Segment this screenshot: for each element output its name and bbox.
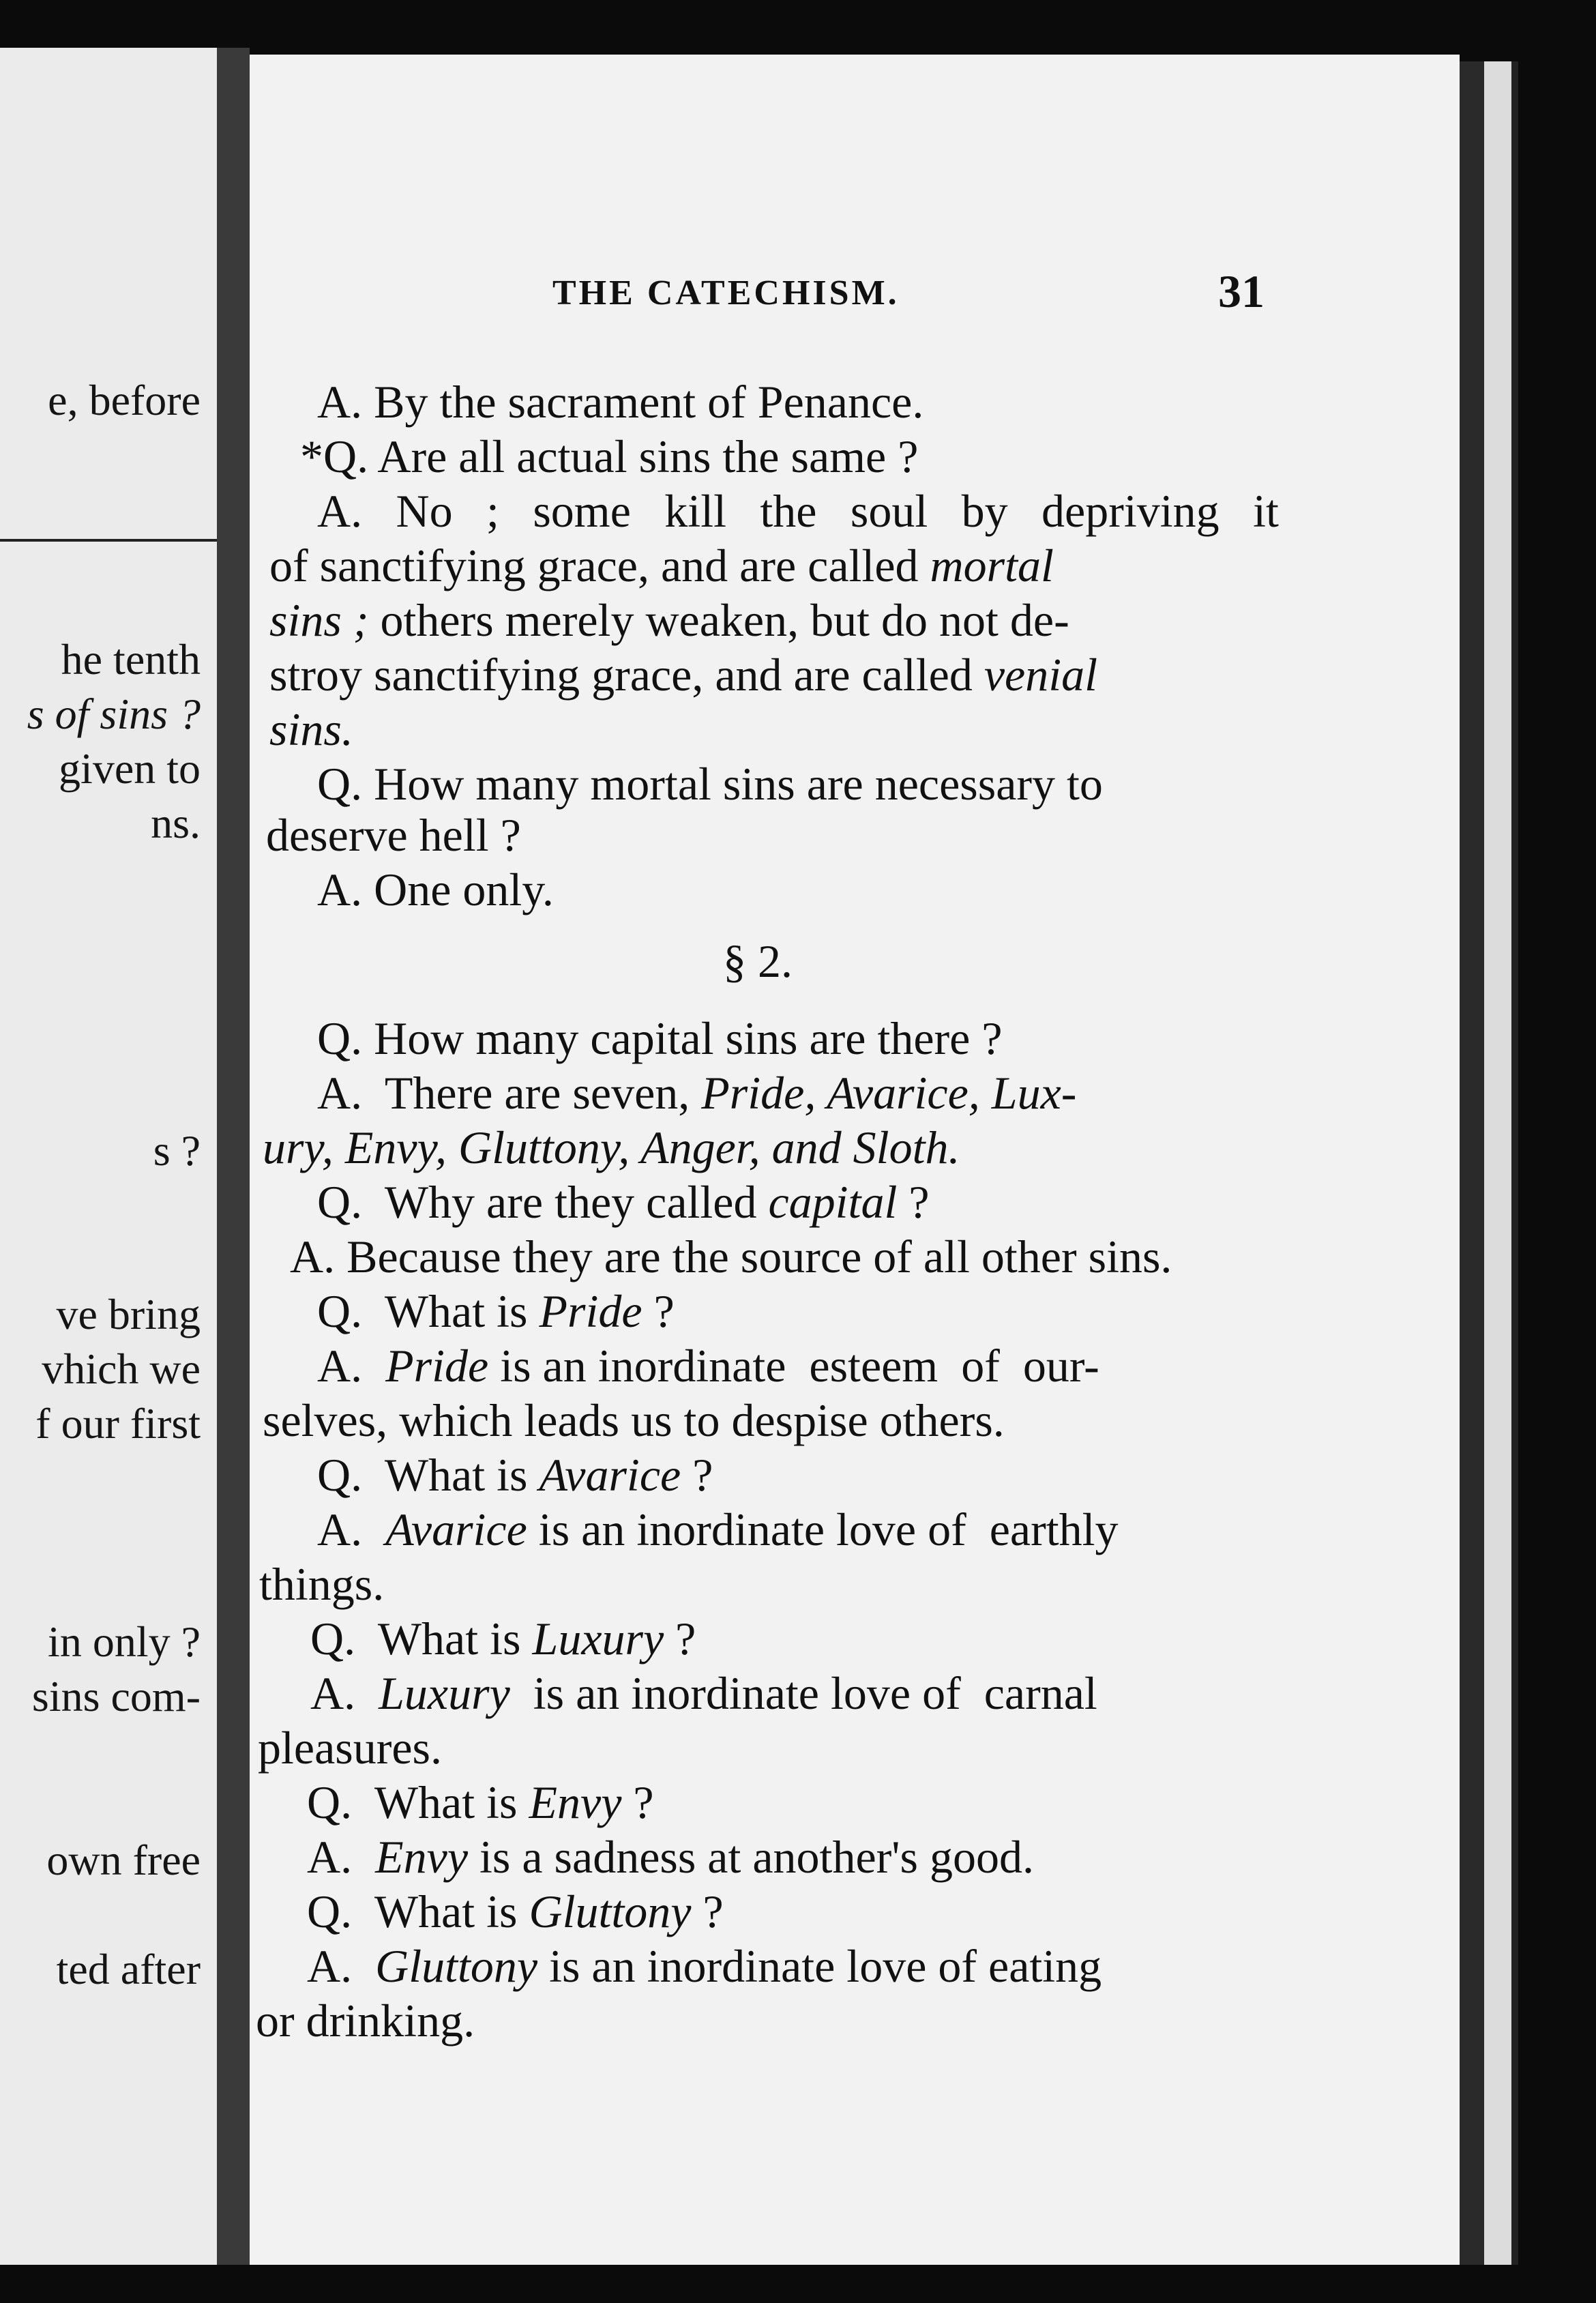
- text-line: [317, 1340, 1340, 1392]
- facing-text-fragment: s of sins ?: [27, 690, 201, 738]
- facing-text-fragment: given to: [59, 744, 201, 793]
- italic-term: capital: [768, 1176, 898, 1228]
- text-line: things.: [259, 1558, 385, 1610]
- italic-term: Pride, Avarice, Lux-: [701, 1067, 1077, 1119]
- italic-term: Envy: [375, 1831, 469, 1883]
- italic-term: mortal: [930, 540, 1054, 591]
- italic-term: Luxury: [379, 1667, 510, 1719]
- facing-text-fragment: sins com-: [31, 1672, 201, 1720]
- text-run: Q. What is: [307, 1886, 529, 1937]
- text-run: stroy sanctifying grace, and are called: [269, 649, 984, 701]
- facing-page: [0, 48, 217, 2265]
- text-run: ?: [691, 1886, 724, 1937]
- text-run: Q. What is: [317, 1449, 540, 1501]
- page-edge: [1484, 61, 1511, 2265]
- word: No: [396, 485, 453, 537]
- text-run: ?: [897, 1176, 930, 1228]
- page-edge: [1511, 61, 1518, 2265]
- text-run: A.: [317, 1340, 386, 1392]
- text-run: ?: [681, 1449, 713, 1501]
- text-line: Q. How many mortal sins are necessary to: [317, 758, 1103, 810]
- book-gutter: [217, 48, 250, 2265]
- word: some: [533, 485, 631, 537]
- text-run: A.: [307, 1940, 376, 1992]
- text-line: [269, 542, 1292, 589]
- text-line: ury, Envy, Gluttony, Anger, and Sloth.: [263, 1121, 960, 1173]
- text-run: is an inordinate esteem of our-: [488, 1340, 1099, 1392]
- facing-text-fragment: vhich we: [42, 1345, 201, 1393]
- text-run: others merely weaken, but do not de-: [368, 594, 1069, 646]
- text-line: [269, 594, 1292, 646]
- italic-term: Gluttony: [375, 1940, 538, 1992]
- word: it: [1253, 485, 1279, 537]
- text-line: [317, 485, 1279, 537]
- text-run: Q. Why are they called: [317, 1176, 769, 1228]
- italic-term: Pride: [539, 1285, 642, 1337]
- word: the: [760, 485, 817, 537]
- text-line: [317, 1285, 1340, 1337]
- text-line: [317, 1449, 1340, 1501]
- italic-term: Pride: [385, 1340, 489, 1392]
- italic-term: Envy: [529, 1776, 622, 1828]
- text-line: [269, 649, 1292, 701]
- text-line: [307, 1776, 1330, 1828]
- word: A.: [317, 485, 363, 537]
- text-run: A.: [307, 1831, 376, 1883]
- text-line: [307, 1831, 1330, 1883]
- text-run: Q. What is: [307, 1776, 529, 1828]
- facing-text-fragment: in only ?: [48, 1617, 201, 1666]
- text-run: A.: [317, 1503, 386, 1555]
- text-run: is an inordinate love of carnal: [509, 1667, 1097, 1719]
- text-run: of sanctifying grace, and are called: [269, 540, 930, 591]
- text-line: selves, which leads us to despise others.: [263, 1394, 1005, 1446]
- word: soul: [850, 485, 928, 537]
- running-title: THE CATECHISM.: [552, 274, 900, 312]
- italic-term: sins ;: [269, 594, 369, 646]
- text-line: [317, 1503, 1340, 1555]
- text-line: A. Because they are the source of all other sins.: [290, 1231, 1172, 1282]
- text-run: A.: [310, 1667, 379, 1719]
- text-line: [317, 1067, 1340, 1119]
- text-line: deserve hell ?: [266, 809, 521, 861]
- text-line: *Q. Are all actual sins the same ?: [300, 430, 919, 482]
- page-edge: [1460, 61, 1484, 2265]
- section-heading: § 2.: [723, 935, 793, 987]
- italic-term: Gluttony: [529, 1886, 692, 1937]
- text-run: ?: [664, 1613, 696, 1664]
- text-line: Q. How many capital sins are there ?: [317, 1012, 1003, 1064]
- italic-term: venial: [984, 649, 1098, 701]
- text-run: A. There are seven,: [317, 1067, 702, 1119]
- facing-text-fragment: he tenth: [61, 635, 201, 684]
- facing-rule: [0, 539, 217, 542]
- text-run: ?: [621, 1776, 654, 1828]
- text-line: [310, 1667, 1333, 1719]
- text-line: A. By the sacrament of Penance.: [317, 376, 924, 428]
- text-line: pleasures.: [258, 1722, 443, 1774]
- italic-term: Luxury: [532, 1613, 664, 1664]
- word: depriving: [1041, 485, 1220, 537]
- text-line: or drinking.: [256, 1995, 475, 2047]
- facing-text-fragment: f our first: [35, 1399, 201, 1448]
- facing-text-fragment: ns.: [151, 799, 201, 847]
- text-line: [307, 1940, 1330, 1992]
- text-run: Q. What is: [310, 1613, 533, 1664]
- text-line: sins.: [269, 703, 353, 755]
- text-run: is an inordinate love of eating: [537, 1940, 1102, 1992]
- word: ;: [486, 485, 499, 537]
- page-number: 31: [1218, 265, 1265, 317]
- facing-text-fragment: e, before: [48, 376, 201, 424]
- italic-term: Avarice: [385, 1503, 527, 1555]
- text-run: is an inordinate love of earthly: [527, 1503, 1119, 1555]
- text-line: A. One only.: [317, 864, 554, 915]
- facing-text-fragment: s ?: [153, 1126, 201, 1175]
- text-line: [310, 1615, 1333, 1662]
- text-run: ?: [642, 1285, 675, 1337]
- italic-term: Avarice: [539, 1449, 681, 1501]
- facing-text-fragment: own free: [46, 1836, 201, 1884]
- facing-text-fragment: ted after: [56, 1945, 201, 1993]
- facing-text-fragment: ve bring: [56, 1290, 201, 1338]
- word: kill: [664, 485, 726, 537]
- word: by: [961, 485, 1008, 537]
- text-line: [317, 1176, 1340, 1228]
- text-run: is a sadness at another's good.: [468, 1831, 1034, 1883]
- text-run: Q. What is: [317, 1285, 540, 1337]
- text-line: [307, 1888, 1330, 1935]
